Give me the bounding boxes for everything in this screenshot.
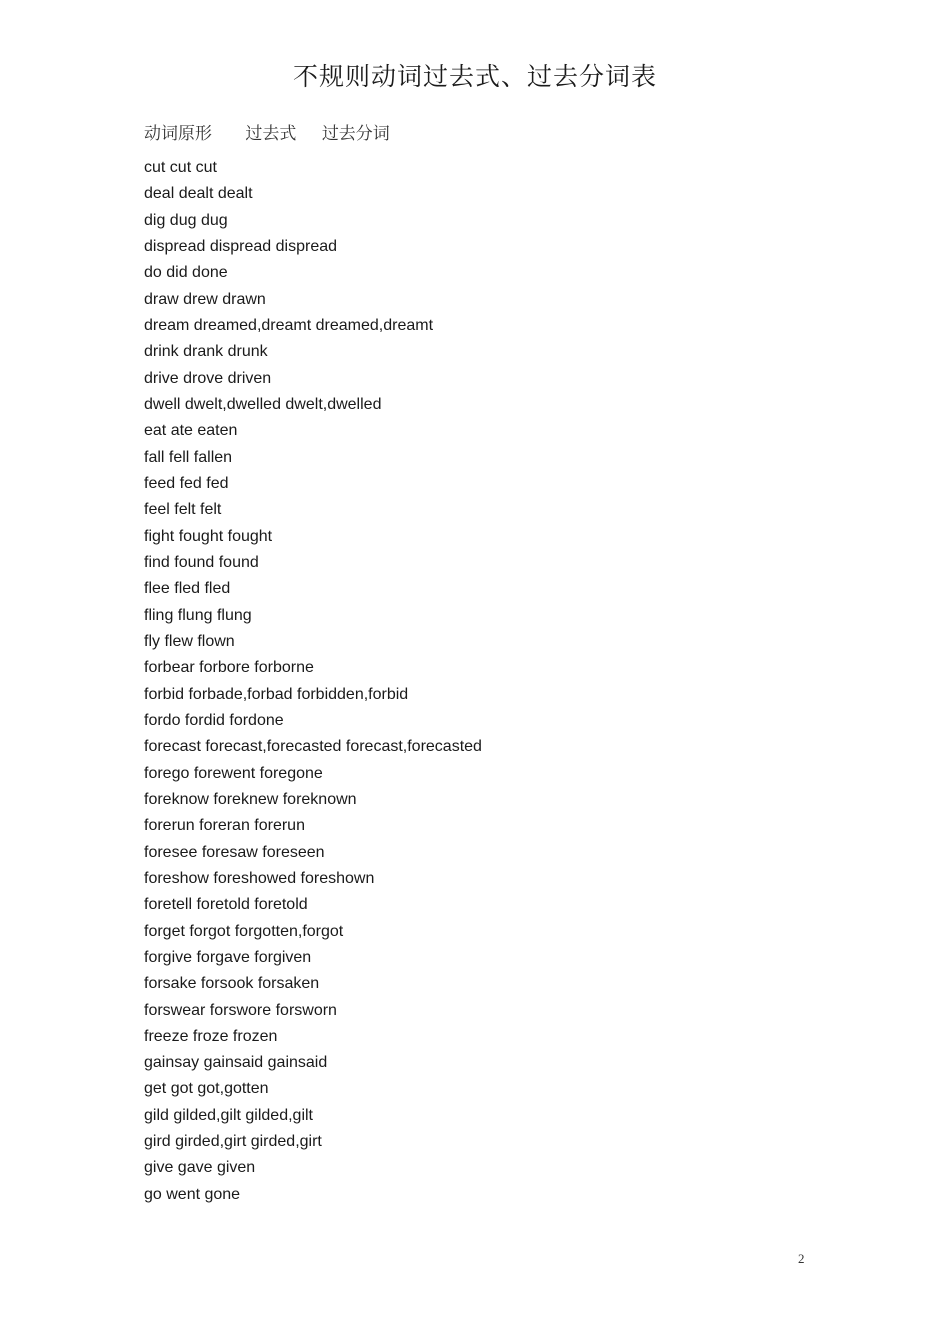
verb-row: forsake forsook forsaken	[144, 975, 320, 993]
verb-row: foreshow foreshowed foreshown	[144, 869, 375, 887]
verb-row: fight fought fought	[144, 527, 273, 545]
verb-row: forgive forgave forgiven	[144, 948, 312, 966]
verb-row: forego forewent foregone	[144, 764, 323, 782]
verb-row: dispread dispread dispread	[144, 237, 338, 255]
verb-row: gainsay gainsaid gainsaid	[144, 1054, 328, 1072]
page-number: 2	[798, 1251, 805, 1266]
verb-row: do did done	[144, 264, 228, 282]
verb-row: go went gone	[144, 1185, 241, 1203]
verb-row: deal dealt dealt	[144, 185, 253, 203]
verb-row: feel felt felt	[144, 501, 222, 519]
verb-row: cut cut cut	[144, 159, 217, 176]
header-past-tense: 过去式	[245, 124, 297, 144]
verb-row: forbid forbade,forbad forbidden,forbid	[144, 685, 409, 703]
header-base-form: 动词原形	[144, 124, 212, 144]
column-headers	[144, 121, 390, 147]
verb-row: foretell foretold foretold	[144, 896, 308, 914]
verb-list	[144, 155, 482, 1208]
verb-row: gird girded,girt girded,girt	[144, 1133, 322, 1151]
verb-row: forswear forswore forsworn	[144, 1001, 337, 1019]
verb-row: get got got,gotten	[144, 1080, 269, 1098]
verb-row: dig dug dug	[144, 211, 228, 229]
verb-row: give gave given	[144, 1159, 256, 1177]
verb-row: draw drew drawn	[144, 290, 266, 308]
verb-row: fordo fordid fordone	[144, 711, 284, 729]
verb-row: drive drove driven	[144, 369, 272, 387]
verb-row: forecast forecast,forecasted forecast,forecasted	[144, 738, 482, 756]
verb-row: dwell dwelt,dwelled dwelt,dwelled	[144, 395, 382, 413]
verb-row: dream dreamed,dreamt dreamed,dreamt	[144, 316, 434, 334]
verb-row: forget forgot forgotten,forgot	[144, 922, 344, 940]
verb-row: drink drank drunk	[144, 343, 268, 361]
verb-row: forbear forbore forborne	[144, 659, 314, 677]
verb-row: flee fled fled	[144, 580, 231, 598]
verb-row: fall fell fallen	[144, 448, 233, 466]
header-past-participle: 过去分词	[321, 124, 390, 144]
page-title: 不规则动词过去式、过去分词表	[292, 62, 657, 91]
verb-row: foreknow foreknew foreknown	[144, 790, 357, 808]
verb-row: fly flew flown	[144, 632, 235, 650]
verb-row: gild gilded,gilt gilded,gilt	[144, 1106, 313, 1124]
verb-row: foresee foresaw foreseen	[144, 843, 325, 861]
verb-row: freeze froze frozen	[144, 1027, 278, 1045]
verb-row: forerun foreran forerun	[144, 817, 305, 835]
verb-row: find found found	[144, 553, 259, 571]
verb-row: fling flung flung	[144, 606, 252, 624]
verb-row: eat ate eaten	[144, 422, 238, 440]
verb-row: feed fed fed	[144, 474, 229, 492]
